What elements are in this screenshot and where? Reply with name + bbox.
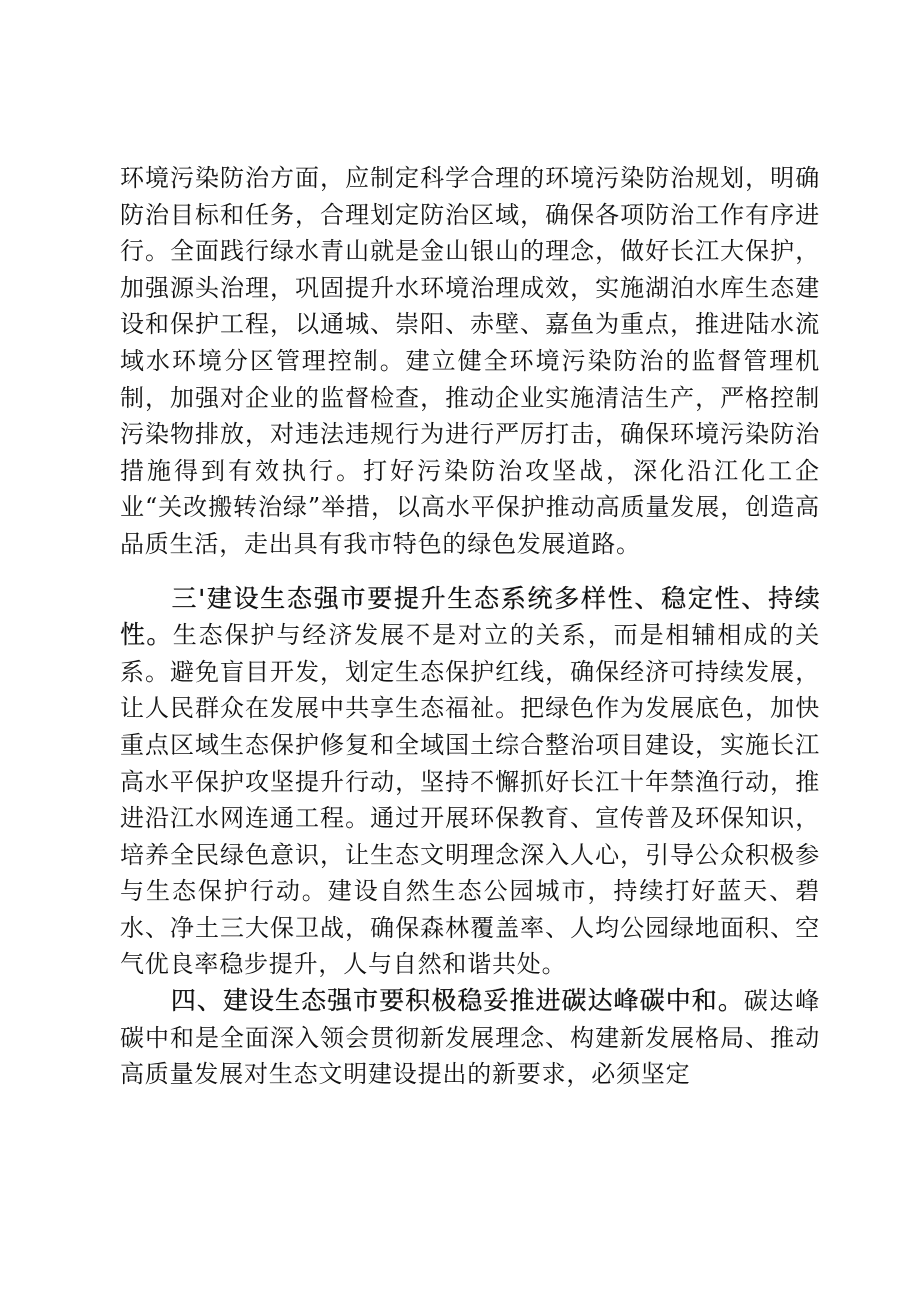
section-heading-three: 三'建设生态强市要提升生态系统多样性、稳定性、持续性。 bbox=[120, 583, 820, 650]
paragraph-pollution-prevention bbox=[120, 160, 820, 563]
paragraph-ecosystem-diversity bbox=[120, 581, 820, 984]
section-heading-four: 四、建设生态强市要积极稳妥推进碳达峰碳中和。 bbox=[170, 986, 744, 1016]
paragraph-carbon-peak bbox=[120, 983, 820, 1093]
document-body bbox=[120, 160, 820, 1093]
paragraph-body: 生态保护与经济发展不是对立的关系，而是相辅相成的关系。避免盲目开发，划定生态保护红线，确保经济可持续发展，让人民群众在发展中共享生态福祉。把绿色作为发展底色，加快重点区域生态保护修复和全域国土综合整治项目建设，实施长江高水平保护攻坚提升行动，坚持不懈抓好长江十年禁渔行动，推进沿江水网连通工程。通过开展环保教育、宣传普及环保知识，培养全民绿色意识，让生态文明理念深入人心，引导公众积极参与生态保护行动。建设自然生态公园城市，持续打好蓝天、碧水、净土三大保卫战，确保森林覆盖率、人均公园绿地面积、空气优良率稳步提升，人与自然和谐共处。 bbox=[120, 621, 821, 979]
paragraph-body: 环境污染防治方面，应制定科学合理的环境污染防治规划，明确防治目标和任务，合理划定防治区域，确保各项防治工作有序进行。全面践行绿水青山就是金山银山的理念，做好长江大保护，加强源头治理，巩固提升水环境治理成效，实施湖泊水库生态建设和保护工程，以通城、崇阳、赤壁、嘉鱼为重点，推进陆水流域水环境分区管理控制。建立健全环境污染防治的监督管理机制，加强对企业的监督检查，推动企业实施清洁生产，严格控制污染物排放，对违法违规行为进行严厉打击，确保环境污染防治措施得到有效执行。打好污染防治攻坚战，深化沿江化工企业“关改搬转治绿”举措，以高水平保护推动高质量发展，创造高品质生活，走出具有我市特色的绿色发展道路。 bbox=[120, 164, 820, 558]
paragraph-body: 碳达峰碳中和是全面深入领会贯彻新发展理念、构建新发展格局、推动高质量发展对生态文明建设提出的新要求，必须坚定 bbox=[120, 987, 821, 1089]
